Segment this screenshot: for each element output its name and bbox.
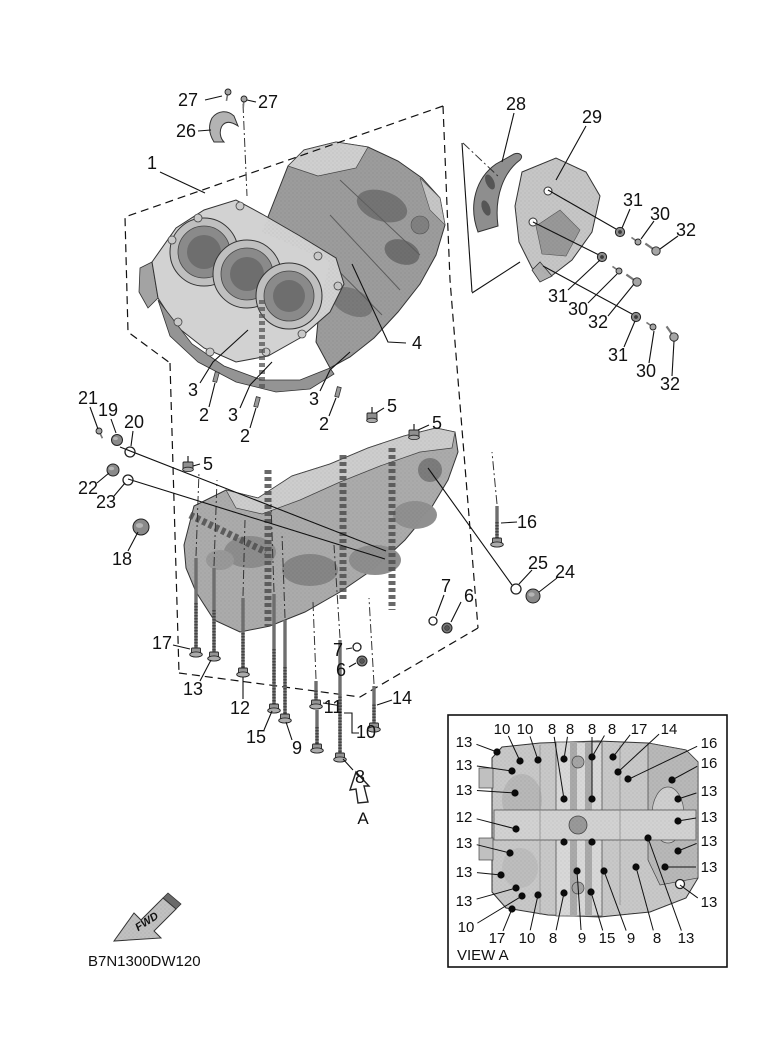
screw-head [670,333,678,341]
callout-3: 3 [308,389,320,409]
plug [112,435,123,446]
plug-highlight [528,592,534,596]
callout-7: 7 [440,576,452,596]
nut-center [360,659,365,664]
leader-line [193,464,200,466]
inset-callout-13: 13 [700,809,718,826]
leader-line [451,602,461,622]
inset-callout-8: 8 [548,930,558,947]
callout-13: 13 [182,679,204,699]
o-ring [353,643,361,651]
inset-callout-13: 13 [455,757,473,774]
screw-head [650,324,656,330]
leader-line [247,100,256,102]
callout-30: 30 [635,361,657,381]
callout-25: 25 [527,553,549,573]
callout-1: 1 [146,153,158,173]
leader-line [501,522,517,523]
callout-24: 24 [554,562,576,582]
leader-line [568,260,600,290]
inset-callout-9: 9 [577,930,587,947]
screw-head [241,96,247,102]
view-arrow-label: A [357,809,369,828]
leader-line [205,96,222,100]
callout-6: 6 [463,586,475,606]
callout-32: 32 [587,312,609,332]
screw-head [652,247,660,255]
dowel-pin [254,397,260,408]
o-ring [511,584,521,594]
callout-5: 5 [386,396,398,416]
inset-callout-13: 13 [700,859,718,876]
leader-line [672,341,674,376]
center-line [369,598,374,684]
leader-line [198,130,211,131]
inset-bolt-dot [560,838,567,845]
callout-5: 5 [431,413,443,433]
callout-19: 19 [97,400,119,420]
leader-line [90,407,98,429]
inset-callout-14: 14 [660,721,678,738]
dashed-boundary [170,363,179,673]
view-a-title: VIEW A [457,947,509,964]
leader-line [343,759,353,770]
leader-line [346,648,352,649]
inset-callout-10: 10 [516,721,534,738]
center-line [313,602,316,679]
inset-callout-16: 16 [700,755,718,772]
leader-line [349,663,356,667]
inset-callout-9: 9 [626,930,636,947]
bolt-flange [208,656,221,661]
callout-10: 10 [355,722,377,742]
inset-callout-17: 17 [488,930,506,947]
callout-22: 22 [77,478,99,498]
callout-9: 9 [291,738,303,758]
leader-line [250,408,256,428]
leader-line [608,284,634,316]
screw-head [225,89,231,95]
callout-32: 32 [675,220,697,240]
inset-callout-8: 8 [547,721,557,738]
leader-line [200,660,211,681]
leader-line [131,431,133,446]
callout-4: 4 [411,333,423,353]
bolt-flange [310,704,323,709]
callout-3: 3 [187,380,199,400]
bolt-flange [268,708,281,713]
leader-line [649,331,654,363]
bolt-flange [491,542,504,547]
inset-callout-13: 13 [455,893,473,910]
callout-8: 8 [354,767,366,787]
diagram-code: B7N1300DW120 [88,953,201,970]
callout-2: 2 [239,426,251,446]
hex-flange [183,467,194,471]
callout-12: 12 [229,698,251,718]
screw-head [616,268,622,274]
callout-14: 14 [391,688,413,708]
inset-callout-10: 10 [457,919,475,936]
inset-callout-17: 17 [630,721,648,738]
inset-bolt-dot [588,838,595,845]
inset-callout-16: 16 [700,735,718,752]
fwd-label: FWD [133,910,161,934]
callout-6: 6 [335,660,347,680]
inset-callout-10: 10 [493,721,511,738]
inset-callout-10: 10 [518,930,536,947]
callout-16: 16 [516,512,538,532]
callout-32: 32 [659,374,681,394]
callout-28: 28 [505,94,527,114]
callout-5: 5 [202,454,214,474]
inset-bolt-dot [624,775,631,782]
center-line [492,452,497,504]
leader-line [376,408,384,413]
hex-flange [367,418,378,422]
bolt-flange [279,718,292,723]
inset-callout-15: 15 [598,930,616,947]
inset-callout-13: 13 [455,835,473,852]
bolt-flange [237,672,250,677]
leader-line [418,425,429,430]
callout-3: 3 [227,405,239,425]
fwd-arrow [114,893,181,941]
plug-highlight [109,467,114,471]
inset-callout-8: 8 [587,721,597,738]
callout-23: 23 [95,492,117,512]
screw-head [633,278,641,286]
leader-line [111,419,116,433]
leader-line [624,321,635,347]
reference-line [462,143,472,292]
dowel-pin [213,372,219,383]
inset-callout-13: 13 [677,930,695,947]
plug-highlight [113,437,118,440]
inset-callout-12: 12 [455,809,473,826]
plug-highlight [136,523,143,528]
reference-line [472,262,520,293]
leader-line [160,172,205,193]
bolt-flange [311,748,324,753]
bracket-art [210,112,238,142]
plug [107,464,119,476]
inset-callout-13: 13 [700,783,718,800]
callout-2: 2 [198,405,210,425]
dashed-boundary [440,106,478,628]
inset-callout-13: 13 [455,864,473,881]
callout-31: 31 [547,286,569,306]
callout-21: 21 [77,388,99,408]
inset-callout-8: 8 [607,721,617,738]
callout-7: 7 [332,640,344,660]
leader-line [436,595,444,616]
bolt-flange [190,652,203,657]
callout-31: 31 [607,345,629,365]
callout-17: 17 [151,633,173,653]
leader-line [329,398,336,416]
inset-callout-8: 8 [652,930,662,947]
callout-18: 18 [111,549,133,569]
upper-crankcase-art [139,142,445,392]
callout-29: 29 [581,107,603,127]
leader-line [97,473,109,483]
callout-2: 2 [318,414,330,434]
callout-27: 27 [257,92,279,112]
lower-crankcase-art [184,428,458,632]
hex-flange [409,435,420,439]
callout-20: 20 [123,412,145,432]
leader-line [173,645,190,649]
leader-line [377,700,392,705]
chain-guide-art [474,153,522,232]
dashed-boundary [179,628,478,697]
inset-callout-13: 13 [700,833,718,850]
callout-11: 11 [323,697,343,717]
callout-15: 15 [245,727,267,747]
leader-line [209,383,215,407]
nut-center [445,626,450,631]
inset-callout-13: 13 [700,894,718,911]
reference-line [428,468,512,585]
washer-hole [600,255,604,259]
leader-line [622,209,630,228]
washer-hole [634,315,638,319]
callout-30: 30 [567,299,589,319]
callout-27: 27 [177,90,199,110]
dowel-pin [335,387,341,398]
inset-callout-13: 13 [455,734,473,751]
callout-26: 26 [175,121,197,141]
washer-hole [618,230,622,234]
inset-callout-13: 13 [455,782,473,799]
screw-head [635,239,641,245]
callout-30: 30 [649,204,671,224]
screw-head [96,428,102,434]
center-line [243,104,247,196]
inset-callout-8: 8 [565,721,575,738]
callout-31: 31 [622,190,644,210]
o-ring [429,617,437,625]
